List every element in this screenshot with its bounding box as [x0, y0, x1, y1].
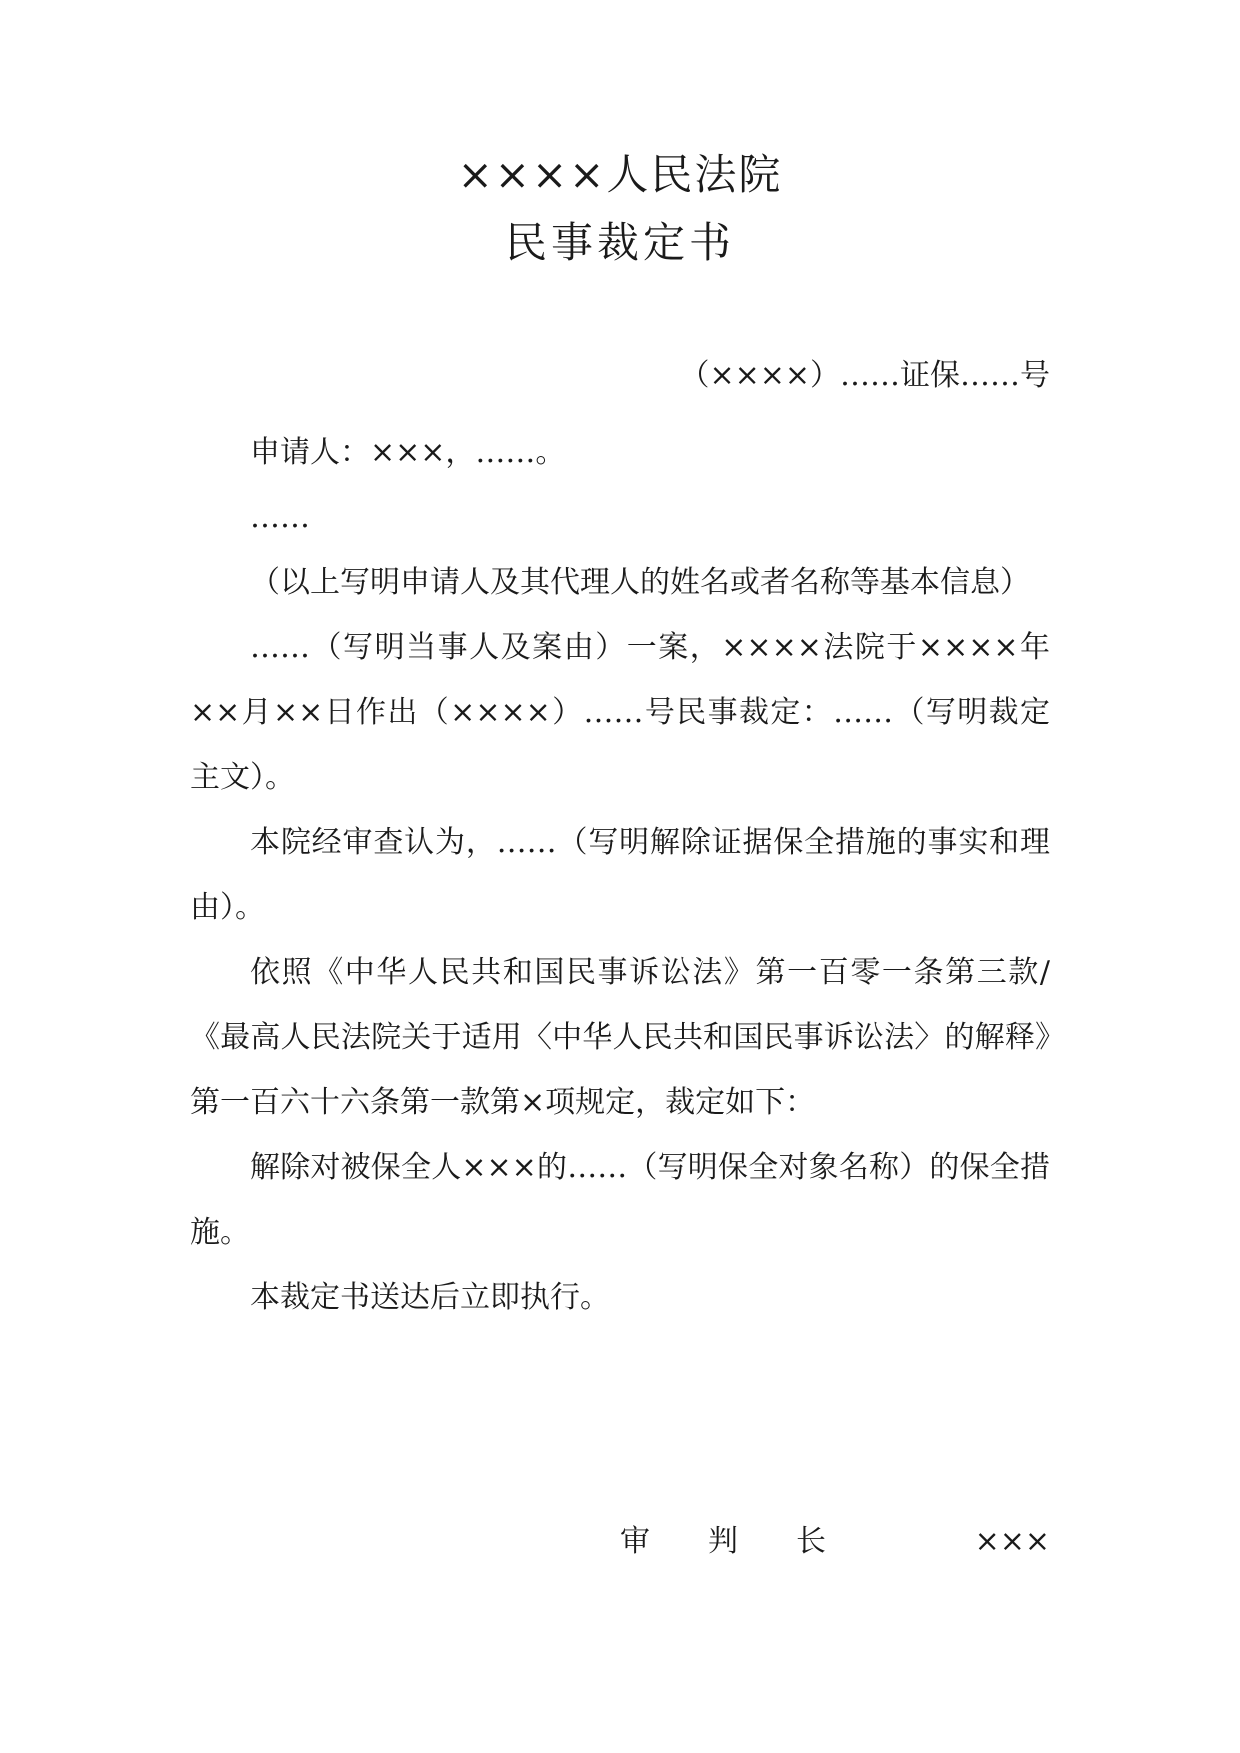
presiding-judge-name: ×××: [974, 1524, 1050, 1559]
ruling-body: [190, 420, 1050, 1330]
document-title: 民事裁定书: [504, 218, 735, 267]
court-reasoning-paragraph: 本院经审查认为，……（写明解除证据保全措施的事实和理由）。: [190, 825, 1050, 925]
case-background-paragraph: ……（写明当事人及案由）一案，××××法院于××××年××月××日作出（××××）……号民事裁定：……（写明裁定主文）。: [190, 630, 1050, 795]
ruling-paragraph: 解除对被保全人×××的……（写明保全对象名称）的保全措施。: [190, 1150, 1050, 1250]
party-info-note: （以上写明申请人及其代理人的姓名或者名称等基本信息）: [250, 565, 1030, 600]
court-name: ××××人民法院: [457, 150, 783, 199]
ellipsis-paragraph: ……: [250, 500, 310, 535]
presiding-judge-label: 审判长: [620, 1524, 884, 1559]
effectiveness-paragraph: 本裁定书送达后立即执行。: [250, 1280, 610, 1315]
applicant-paragraph: 申请人：×××，……。: [250, 435, 566, 470]
legal-basis-paragraph: 依照《中华人民共和国民事诉讼法》第一百零一条第三款/《最高人民法院关于适用〈中华人民共和国民事诉讼法〉的解释》第一百六十六条第一款第×项规定，裁定如下：: [190, 955, 1050, 1120]
case-number: （××××）……证保……号: [679, 358, 1050, 393]
